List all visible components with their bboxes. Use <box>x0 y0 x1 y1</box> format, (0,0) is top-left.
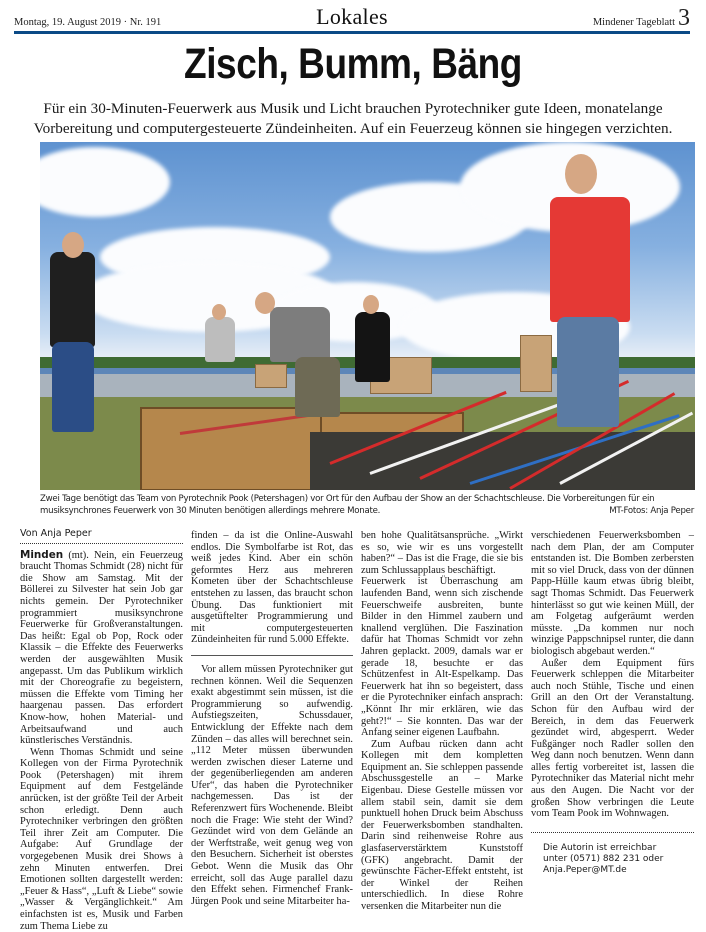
byline: Von Anja Peper <box>20 528 183 544</box>
contact-phone: unter (0571) 882 231 oder <box>543 853 664 864</box>
paragraph: finden – da ist die Online-Auswahl endlos. Die Symbolfarbe ist Rot, das weiß jedes Kind. Aber ein schön geformtes Herz aus mehreren Kometen über der Schachtschleuse entstehen zu lassen, das braucht schon Übung. Das funktioniert mit ausgetüftelter Programmierung und mit computergesteuerten Zündeinheiten für rund 5.000 Effekte. <box>191 530 353 646</box>
caption-text: Zwei Tage benötigt das Team von Pyrotechnik Pook (Petershagen) vor Ort für den Aufbau der Show an der Schachtschleuse. Die Vorbereitungen für ein musiksynchrones Feuerwerk von 30 Minuten benötigen allerdings mehrere Monate. <box>40 494 655 516</box>
publication-name: Mindener Tageblatt <box>592 17 675 28</box>
headline: Zisch, Bumm, Bäng <box>184 40 522 88</box>
article-column-4 <box>531 530 694 876</box>
page-number: 3 <box>678 5 690 31</box>
article-column-3 <box>361 530 523 913</box>
paragraph: Vor allem müssen Pyrotechniker gut rechnen können. Weil die Sequenzen exakt abgestimmt sein müssen, ist die Programmierung so aufwendig. Aufstiegszeiten, Schussdauer, Entwicklung der Effekte nach dem Zünden – das alles will berechnet sein. „112 Meter müssen überwunden werden zwischen dieser Laterne und der gegenüberliegenden am anderen Ufer“, das haben die Pyrotechniker nachgemessen. Das ist der Referenzwert fürs Wochenende. Bleibt noch die Frage: Wie steht der Wind? Gezündet wird von dem Gelände an der Werftstraße, weit genug weg von den Besuchern. Sicherheit ist oberstes Gebot. Wenn die Musik das Ohr erreicht, soll das Auge parallel dazu den Effekt sehen. Firmenchef Frank-Jürgen Pook und seine Mitarbeiter ha- <box>191 663 353 907</box>
masthead-rule <box>14 31 690 34</box>
column-rule <box>191 655 353 656</box>
subheadline: Für ein 30-Minuten-Feuerwerk aus Musik und Licht brauchen Pyrotechniker gute Ideen, monatelange Vorbereitung und computergesteuerte Zündeinheiten. Auf ein Feuerzeug können sie hingegen verzichten. <box>33 100 673 137</box>
dateline: Minden <box>20 548 64 561</box>
photo-caption <box>40 494 694 517</box>
author-contact <box>531 832 694 876</box>
contact-email[interactable]: Anja.Peper@MT.de <box>543 864 627 875</box>
masthead <box>14 4 690 34</box>
paragraph: ben hohe Qualitätsansprüche. „Wirkt es so, wie wir es uns vorgestellt haben?“ – Das ist die Frage, die sie bis zum Schlussapplaus beschäftigt. <box>361 530 523 576</box>
paragraph: verschiedenen Feuerwerksbomben – nach dem Plan, der am Computer entstanden ist. Die Bomben zerbersten mit so viel Druck, dass von der dünnen Papp-Hülle kaum etwas übrig bleibt, sagt Thomas Schmidt. Das Feuerwerk hinterlässt so gut wie keinen Müll, der am Folgetag aufgeräumt werden müsste. „Da kommen nur noch winzige Pappschnipsel runter, die dann biologisch abgebaut werden.“ <box>531 530 694 657</box>
paragraph: Zum Aufbau rücken dann acht Kollegen mit dem kompletten Equipment an. Sie schleppen passende Abschussgestelle an – Marke Eigenbau. Diese Gestelle müssen vor allem stabil sein, damit sie dem punktuell hohen Druck beim Abschuss der Feuerwerksbomben standhalten. Darin sind reihenweise Rohre aus glasfaserverstärktem Kunststoff (GFK) angebracht. Damit der gewünschte Fächer-Effekt entsteht, ist der Winkel der Reihen unterschiedlich. In diese Rohre versenken die Mitarbeiter nun die <box>361 738 523 912</box>
paragraph: (mt). Nein, ein Feuerzeug braucht Thomas Schmidt (28) nicht für die Show am Samstag. Mit der Böllerei zu Silvester hat sein Job gar nichts gemein. Der Pyrotechniker programmiert musiksynchrone Feuerwerke für Großveranstaltungen. Das heißt: Egal ob Pop, Rock oder Klassik – die Effekte des Feuerwerks werden der ausgewählten Musik angepasst. Um das Publikum wirklich mit der Choreografie zu begeistern, müssen die Effekte vom Timing her haargenau passen. Das erfordert Know-how, hohen Material- und Arbeitsaufwand und auch künstlerisches Verständnis. <box>20 549 183 747</box>
issue-date: Montag, 19. August 2019 · Nr. 191 <box>14 17 162 28</box>
paragraph: Wenn Thomas Schmidt und seine Kollegen von der Firma Pyrotechnik Pook (Petershagen) mit ihrem Equipment auf dem Festgelände anrücken, ist der größte Teil der Arbeit schon erledigt. Denn auch Pyrotechniker verbringen den größten Teil ihrer Zeit am Computer. Die Aufgabe: Auf Grundlage der vorgegebenen Musik drei Shows à zehn Minuten entwerfen. Drei Emotionen sollten dargestellt werden: „Feuer & Hass“, „Luft & Liebe“ sowie „Wasser & Vergänglichkeit.“ Am einfachsten ist es, Musik und Farben zum Thema Liebe zu <box>20 746 183 932</box>
paragraph: Feuerwerk ist Überraschung am laufenden Band, wenn sich zischende Feuerschweife ausbreiten, bunte Bilder in den Himmel zaubern und knallend verglühen. Die Faszination dafür hat Thomas Schmidt vor zehn Jahren geplackt. 2009, damals war er gerade 18, besuchte er das Schützenfest in Alt-Espelkamp. Das Feuerwerk hat ihn so begeistert, dass er die Pyrotechniker einfach ansprach: „Könnt Ihr mir erklären, wie das geht?!“ – Sie konnten. Das war der Anfang seiner eigenen Laufbahn. <box>361 576 523 739</box>
contact-line: Die Autorin ist erreichbar <box>543 842 657 853</box>
paragraph: Außer dem Equipment fürs Feuerwerk schleppen die Mitarbeiter auch noch Stühle, Tische und einen Grill an den Ort der Veranstaltung. Schon für den Aufbau wird der Bereich, in dem das Feuerwerk gezündet wird, abgesperrt. Weder Fußgänger noch Radler sollen den Weg dann noch benutzen. Wenn dann alles fertig vorbereitet ist, lassen die Pyrotechniker das Material nicht mehr aus den Augen. Die Nacht vor der großen Show verbringen die Leute vom Team Pook im Wohnwagen. <box>531 657 694 820</box>
article-photo <box>40 142 695 490</box>
person-black-shirt <box>50 252 95 347</box>
person-striped-shirt <box>270 307 330 362</box>
article-column-1 <box>20 528 183 932</box>
section-title: Lokales <box>316 4 388 29</box>
photo-credit: MT-Fotos: Anja Peper <box>609 505 694 516</box>
publication-info <box>593 6 690 30</box>
person-red-shirt <box>550 197 630 322</box>
article-column-2 <box>191 530 353 907</box>
